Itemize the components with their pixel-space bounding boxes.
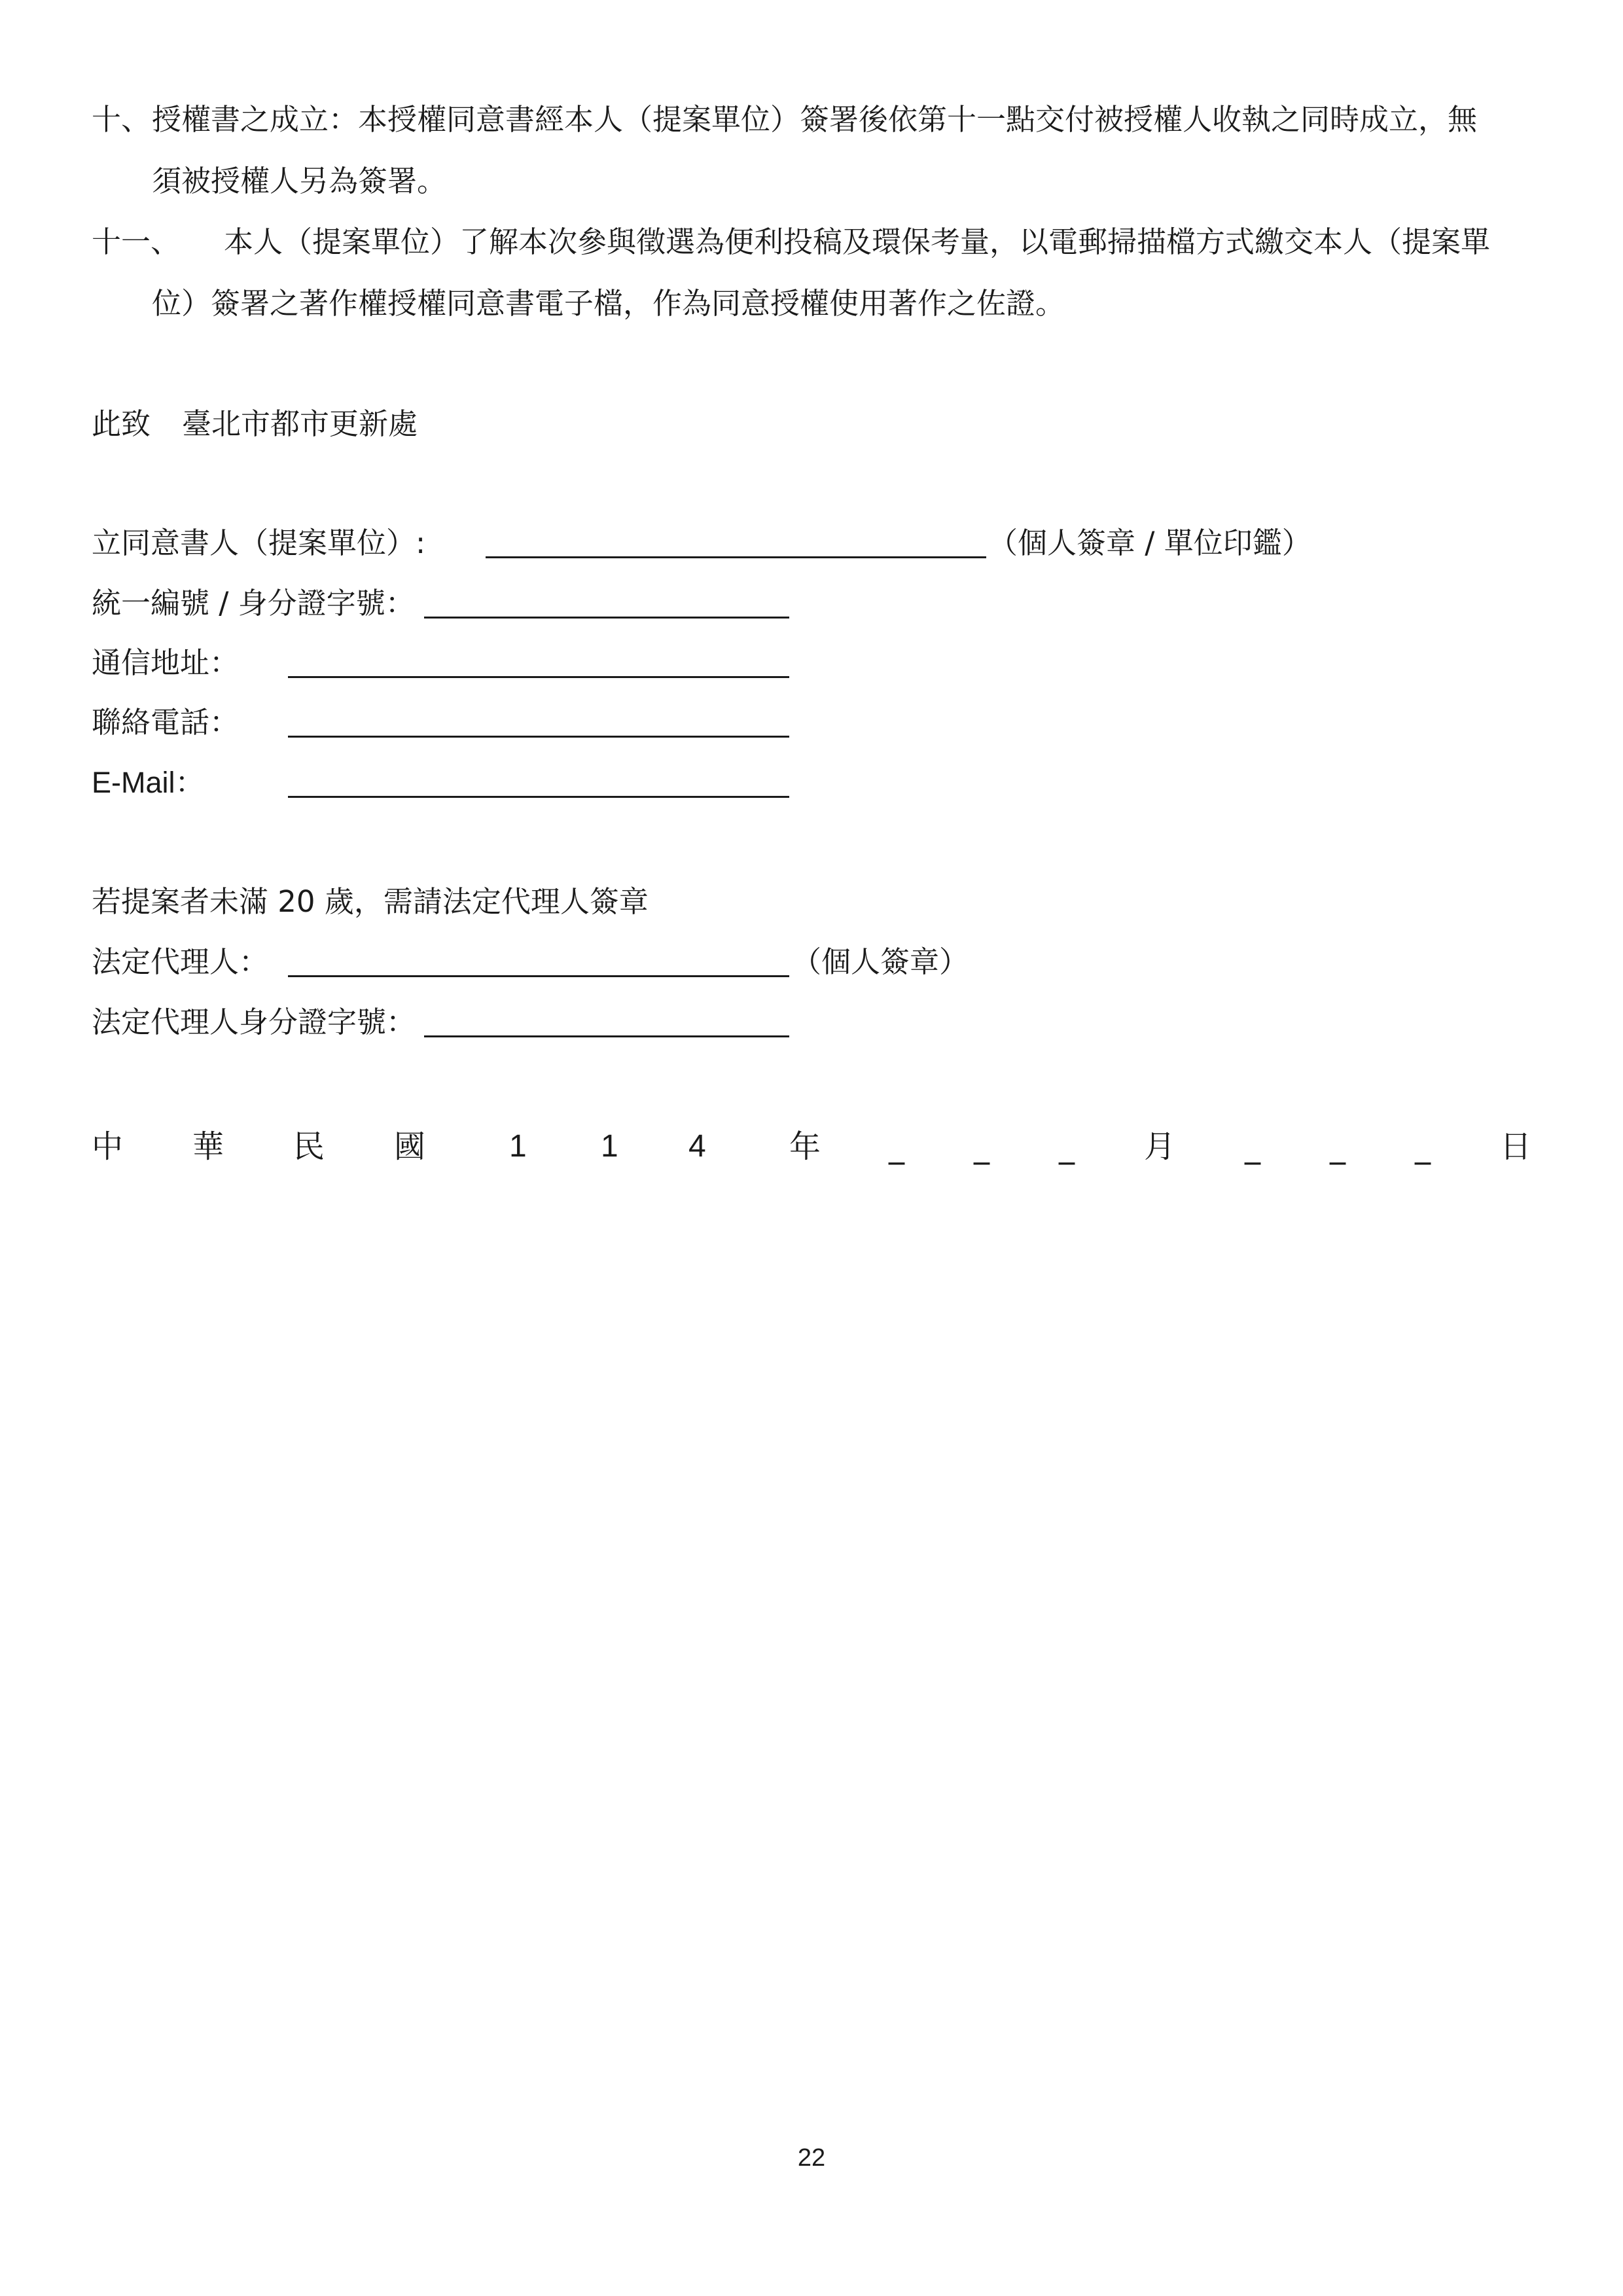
- date-year-digit: 4: [688, 1129, 706, 1164]
- date-era-char: 華: [192, 1128, 224, 1165]
- guardian-id-label: 法定代理人身分證字號：: [92, 1005, 416, 1039]
- guardian-name-note: （個人簽章）: [792, 944, 969, 979]
- email-field[interactable]: [288, 796, 789, 798]
- date-era-char: 國: [394, 1128, 426, 1165]
- salutation-prefix: 此致: [92, 406, 151, 441]
- date-day-blank[interactable]: _: [1415, 1128, 1431, 1165]
- date-month-blank[interactable]: _: [889, 1128, 904, 1165]
- guardian-name-field[interactable]: [288, 975, 789, 977]
- signatory-id-field[interactable]: [424, 617, 789, 619]
- page-number: 22: [797, 2144, 826, 2172]
- date-month-blank[interactable]: _: [1059, 1128, 1075, 1165]
- guardian-name-label: 法定代理人：: [92, 944, 269, 979]
- signatory-name-note: （個人簽章 / 單位印鑑）: [988, 526, 1311, 560]
- date-year-unit: 年: [789, 1128, 821, 1165]
- date-year-digit: 1: [601, 1129, 618, 1164]
- date-month-unit: 月: [1144, 1128, 1176, 1165]
- email-label: E-Mail：: [92, 766, 205, 799]
- clause-11-text-line2: 位）簽署之著作權授權同意書電子檔，作為同意授權使用著作之佐證。: [152, 286, 1065, 321]
- date-year-digit: 1: [509, 1129, 527, 1164]
- phone-field[interactable]: [288, 736, 789, 738]
- guardian-note: 若提案者未滿 20 歲，需請法定代理人簽章: [92, 884, 649, 919]
- date-day-unit: 日: [1500, 1128, 1532, 1165]
- salutation-recipient: 臺北市都市更新處: [182, 406, 418, 441]
- date-day-blank[interactable]: _: [1245, 1128, 1260, 1165]
- address-label: 通信地址：: [92, 645, 240, 680]
- signatory-id-label: 統一編號 / 身分證字號：: [92, 586, 415, 620]
- clause-10-label: 十、: [92, 102, 151, 137]
- signatory-name-field[interactable]: [486, 556, 986, 558]
- guardian-id-field[interactable]: [424, 1035, 789, 1037]
- clause-11-label: 十一、: [92, 224, 181, 259]
- clause-10-text-line1: 授權書之成立：本授權同意書經本人（提案單位）簽署後依第十一點交付被授權人收執之同時成立，無: [152, 102, 1478, 137]
- clause-11-text-line1: 本人（提案單位）了解本次參與徵選為便利投稿及環保考量，以電郵掃描檔方式繳交本人（提案單: [224, 224, 1491, 259]
- clause-10-text-line2: 須被授權人另為簽署。: [152, 164, 447, 198]
- address-field[interactable]: [288, 676, 789, 678]
- signatory-name-label: 立同意書人（提案單位）:: [92, 526, 426, 560]
- phone-label: 聯絡電話：: [92, 705, 240, 740]
- date-day-blank[interactable]: _: [1330, 1128, 1346, 1165]
- date-era-char: 中: [92, 1128, 124, 1165]
- date-era-char: 民: [293, 1128, 325, 1165]
- date-month-blank[interactable]: _: [974, 1128, 990, 1165]
